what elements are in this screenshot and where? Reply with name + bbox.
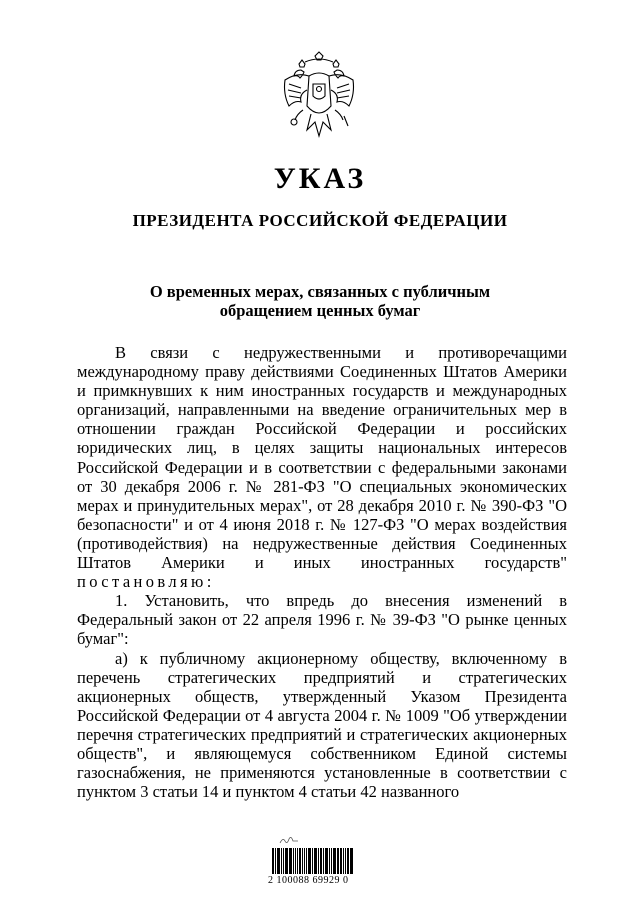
issuer-subheading: ПРЕЗИДЕНТА РОССИЙСКОЙ ФЕДЕРАЦИИ: [132, 211, 508, 230]
double-headed-eagle-icon: [279, 50, 359, 142]
barcode-bar: [345, 848, 346, 874]
barcode-bar: [304, 848, 305, 874]
barcode-bar: [299, 848, 301, 874]
barcode-bar: [277, 848, 278, 874]
barcode-bar: [314, 848, 315, 874]
barcode-number: 2 100088 69929 0: [268, 875, 349, 886]
paragraph-item-1: 1. Установить, что впредь до внесения изменений в Федеральный закон от 22 апреля 1996 г. № 39-ФЗ "О рынке ценных бумаг":: [77, 591, 567, 649]
barcode-bar: [333, 848, 336, 874]
registry-mark: [279, 835, 299, 845]
preamble-text: В связи с недружественными и противоречащими международному праву действиями Соединенных Штатов Америки и примкнувших к ним иностранных государств и международных организаций, направленными на введение ограничительных мер в отношении граждан Российской Федерации и российских юридических лиц, в целях защиты национальных интересов Российской Федерации и в соответствии с федеральными законами от 30 декабря 2006 г. № 281-ФЗ "О специальных экономических мерах и принудительных мерах", от 28 декабря 2010 г. № 390-ФЗ "О безопасности" и от 4 июня 2018 г. № 127-ФЗ "О мерах воздействия (противодействия) на недружественные действия Соединенных Штатов Америки и иных иностранных государств": [77, 343, 567, 573]
barcode-bar: [272, 848, 274, 874]
barcode-bar: [297, 848, 298, 874]
barcode-bar: [343, 848, 344, 874]
barcode-bar: [312, 848, 313, 874]
barcode-bar: [340, 848, 342, 874]
barcode-bar: [281, 848, 282, 874]
barcode-bar: [331, 848, 332, 874]
registry-scribble-icon: [279, 835, 299, 845]
barcode: [272, 848, 354, 874]
barcode-bar: [315, 848, 317, 874]
barcode-bar: [275, 848, 276, 874]
barcode-bar: [337, 848, 338, 874]
barcode-bar: [318, 848, 319, 874]
barcode-bar: [306, 848, 307, 874]
barcode-bar: [320, 848, 322, 874]
document-title-line: О временных мерах, связанных с публичным: [149, 282, 491, 301]
barcode-bar: [350, 848, 351, 874]
barcode-bar: [283, 848, 284, 874]
barcode-bar: [278, 848, 280, 874]
barcode-bar: [293, 848, 294, 874]
decree-heading: УКАЗ: [273, 162, 367, 195]
barcode-bar: [326, 848, 328, 874]
barcode-bar: [323, 848, 324, 874]
barcode-bar: [289, 848, 290, 874]
barcode-bar: [308, 848, 311, 874]
document-body: [77, 343, 567, 801]
barcode-bar: [302, 848, 304, 874]
document-title-line: обращением ценных бумаг: [219, 301, 421, 320]
document-title: [0, 282, 640, 320]
paragraph-preamble: [77, 343, 567, 591]
barcode-bar: [351, 848, 353, 874]
barcode-bar: [325, 848, 326, 874]
paragraph-subitem-a: а) к публичному акционерному обществу, включенному в перечень стратегических предприятий и стратегических акционерных обществ, утвержденный Указом Президента Российской Федерации от 4 августа 2004 г. № 1009 "Об утверждении перечня стратегических предприятий и стратегических акционерных обществ", и являющемуся собственником Единой системы газоснабжения, не применяются установленные в соответствии с пунктом 3 статьи 14 и пунктом 4 статьи 42 названного: [77, 648, 567, 802]
barcode-bar: [285, 848, 288, 874]
barcode-bar: [329, 848, 330, 874]
decree-formula: постановляю:: [77, 572, 215, 592]
barcode-bar: [338, 848, 339, 874]
barcode-bar: [347, 848, 349, 874]
state-emblem: [279, 50, 359, 142]
barcode-bar: [290, 848, 292, 874]
barcode-bar: [295, 848, 296, 874]
